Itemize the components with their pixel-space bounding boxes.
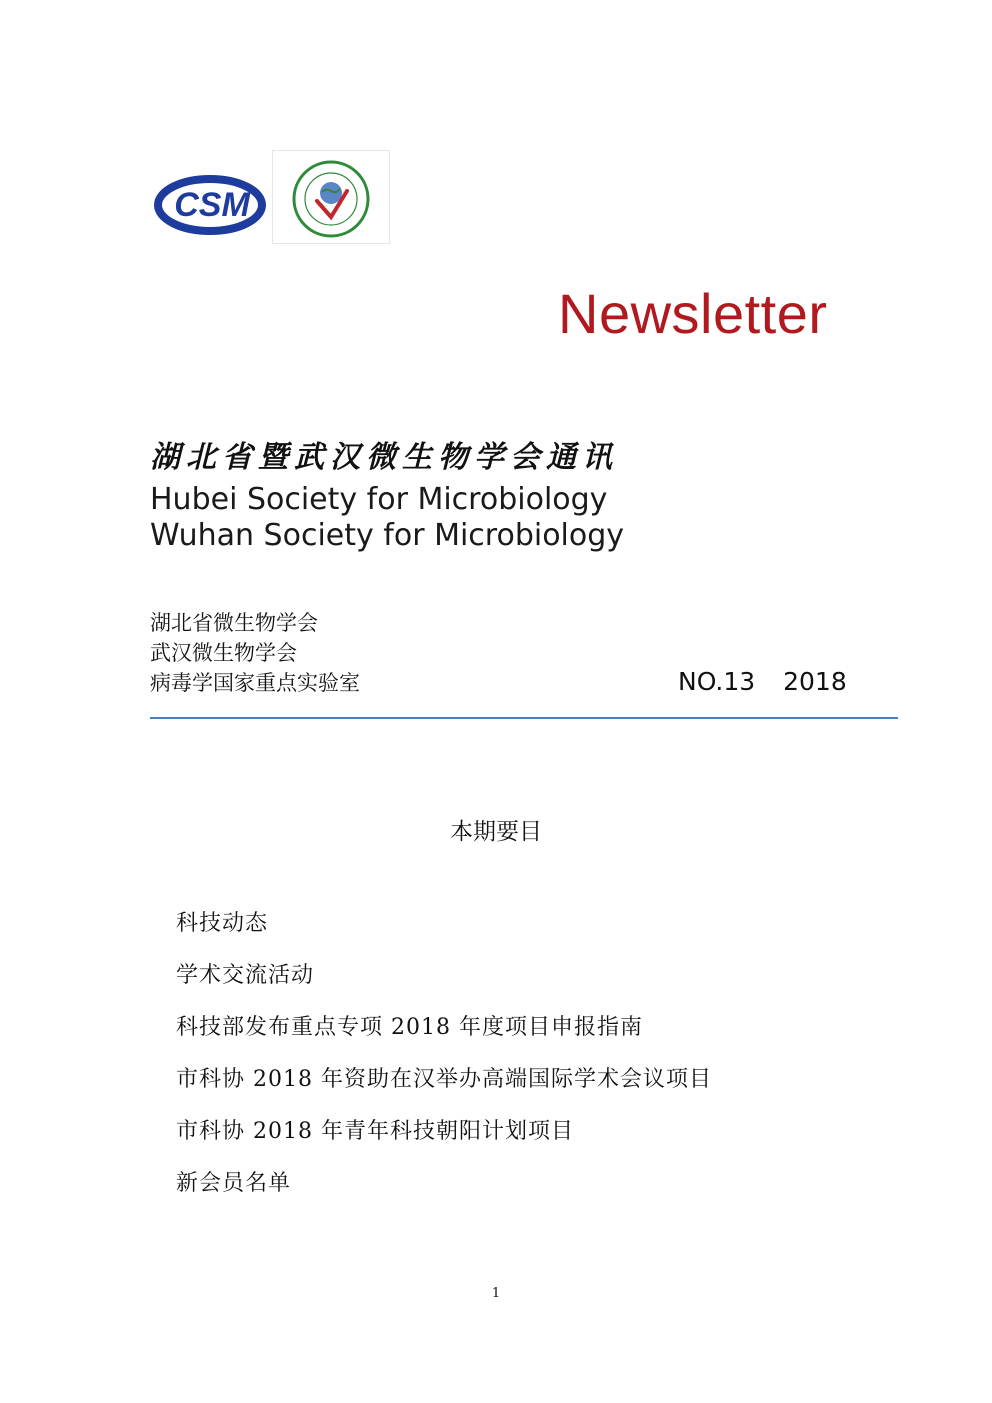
page-number: 1 <box>491 1286 501 1301</box>
csm-logo <box>152 170 272 240</box>
toc-item-intl-conference: 市科协 2018 年资助在汉举办高端国际学术会议项目 <box>176 1067 712 1092</box>
issue-number: NO.13 <box>678 667 756 696</box>
toc-list <box>176 906 712 1218</box>
issue-year: 2018 <box>783 667 847 696</box>
chinese-society-title: 湖北省暨武汉微生物学会通讯 <box>150 440 618 475</box>
csm-logo-text: CSM <box>174 186 250 224</box>
toc-item-most-guide: 科技部发布重点专项 2018 年度项目申报指南 <box>176 1015 643 1040</box>
lab-seal-frame <box>272 150 390 244</box>
organizer-hubei-society: 湖北省微生物学会 <box>150 611 318 635</box>
organizer-virology-lab: 病毒学国家重点实验室 <box>150 671 360 695</box>
toc-item-tech-news: 科技动态 <box>176 911 269 936</box>
organizer-wuhan-society: 武汉微生物学会 <box>150 641 297 665</box>
toc-heading: 本期要目 <box>450 819 542 845</box>
english-title-wuhan: Wuhan Society for Microbiology <box>150 518 625 553</box>
toc-item-new-members: 新会员名单 <box>176 1171 292 1196</box>
header-divider <box>150 717 898 719</box>
issue-info <box>678 666 847 698</box>
lab-seal-logo <box>291 159 371 239</box>
english-title-hubei: Hubei Society for Microbiology <box>150 482 608 517</box>
newsletter-title: Newsletter <box>558 282 828 345</box>
toc-item-youth-program: 市科协 2018 年青年科技朝阳计划项目 <box>176 1119 574 1144</box>
logo-row <box>152 150 392 246</box>
toc-item-academic-exchange: 学术交流活动 <box>176 963 315 988</box>
